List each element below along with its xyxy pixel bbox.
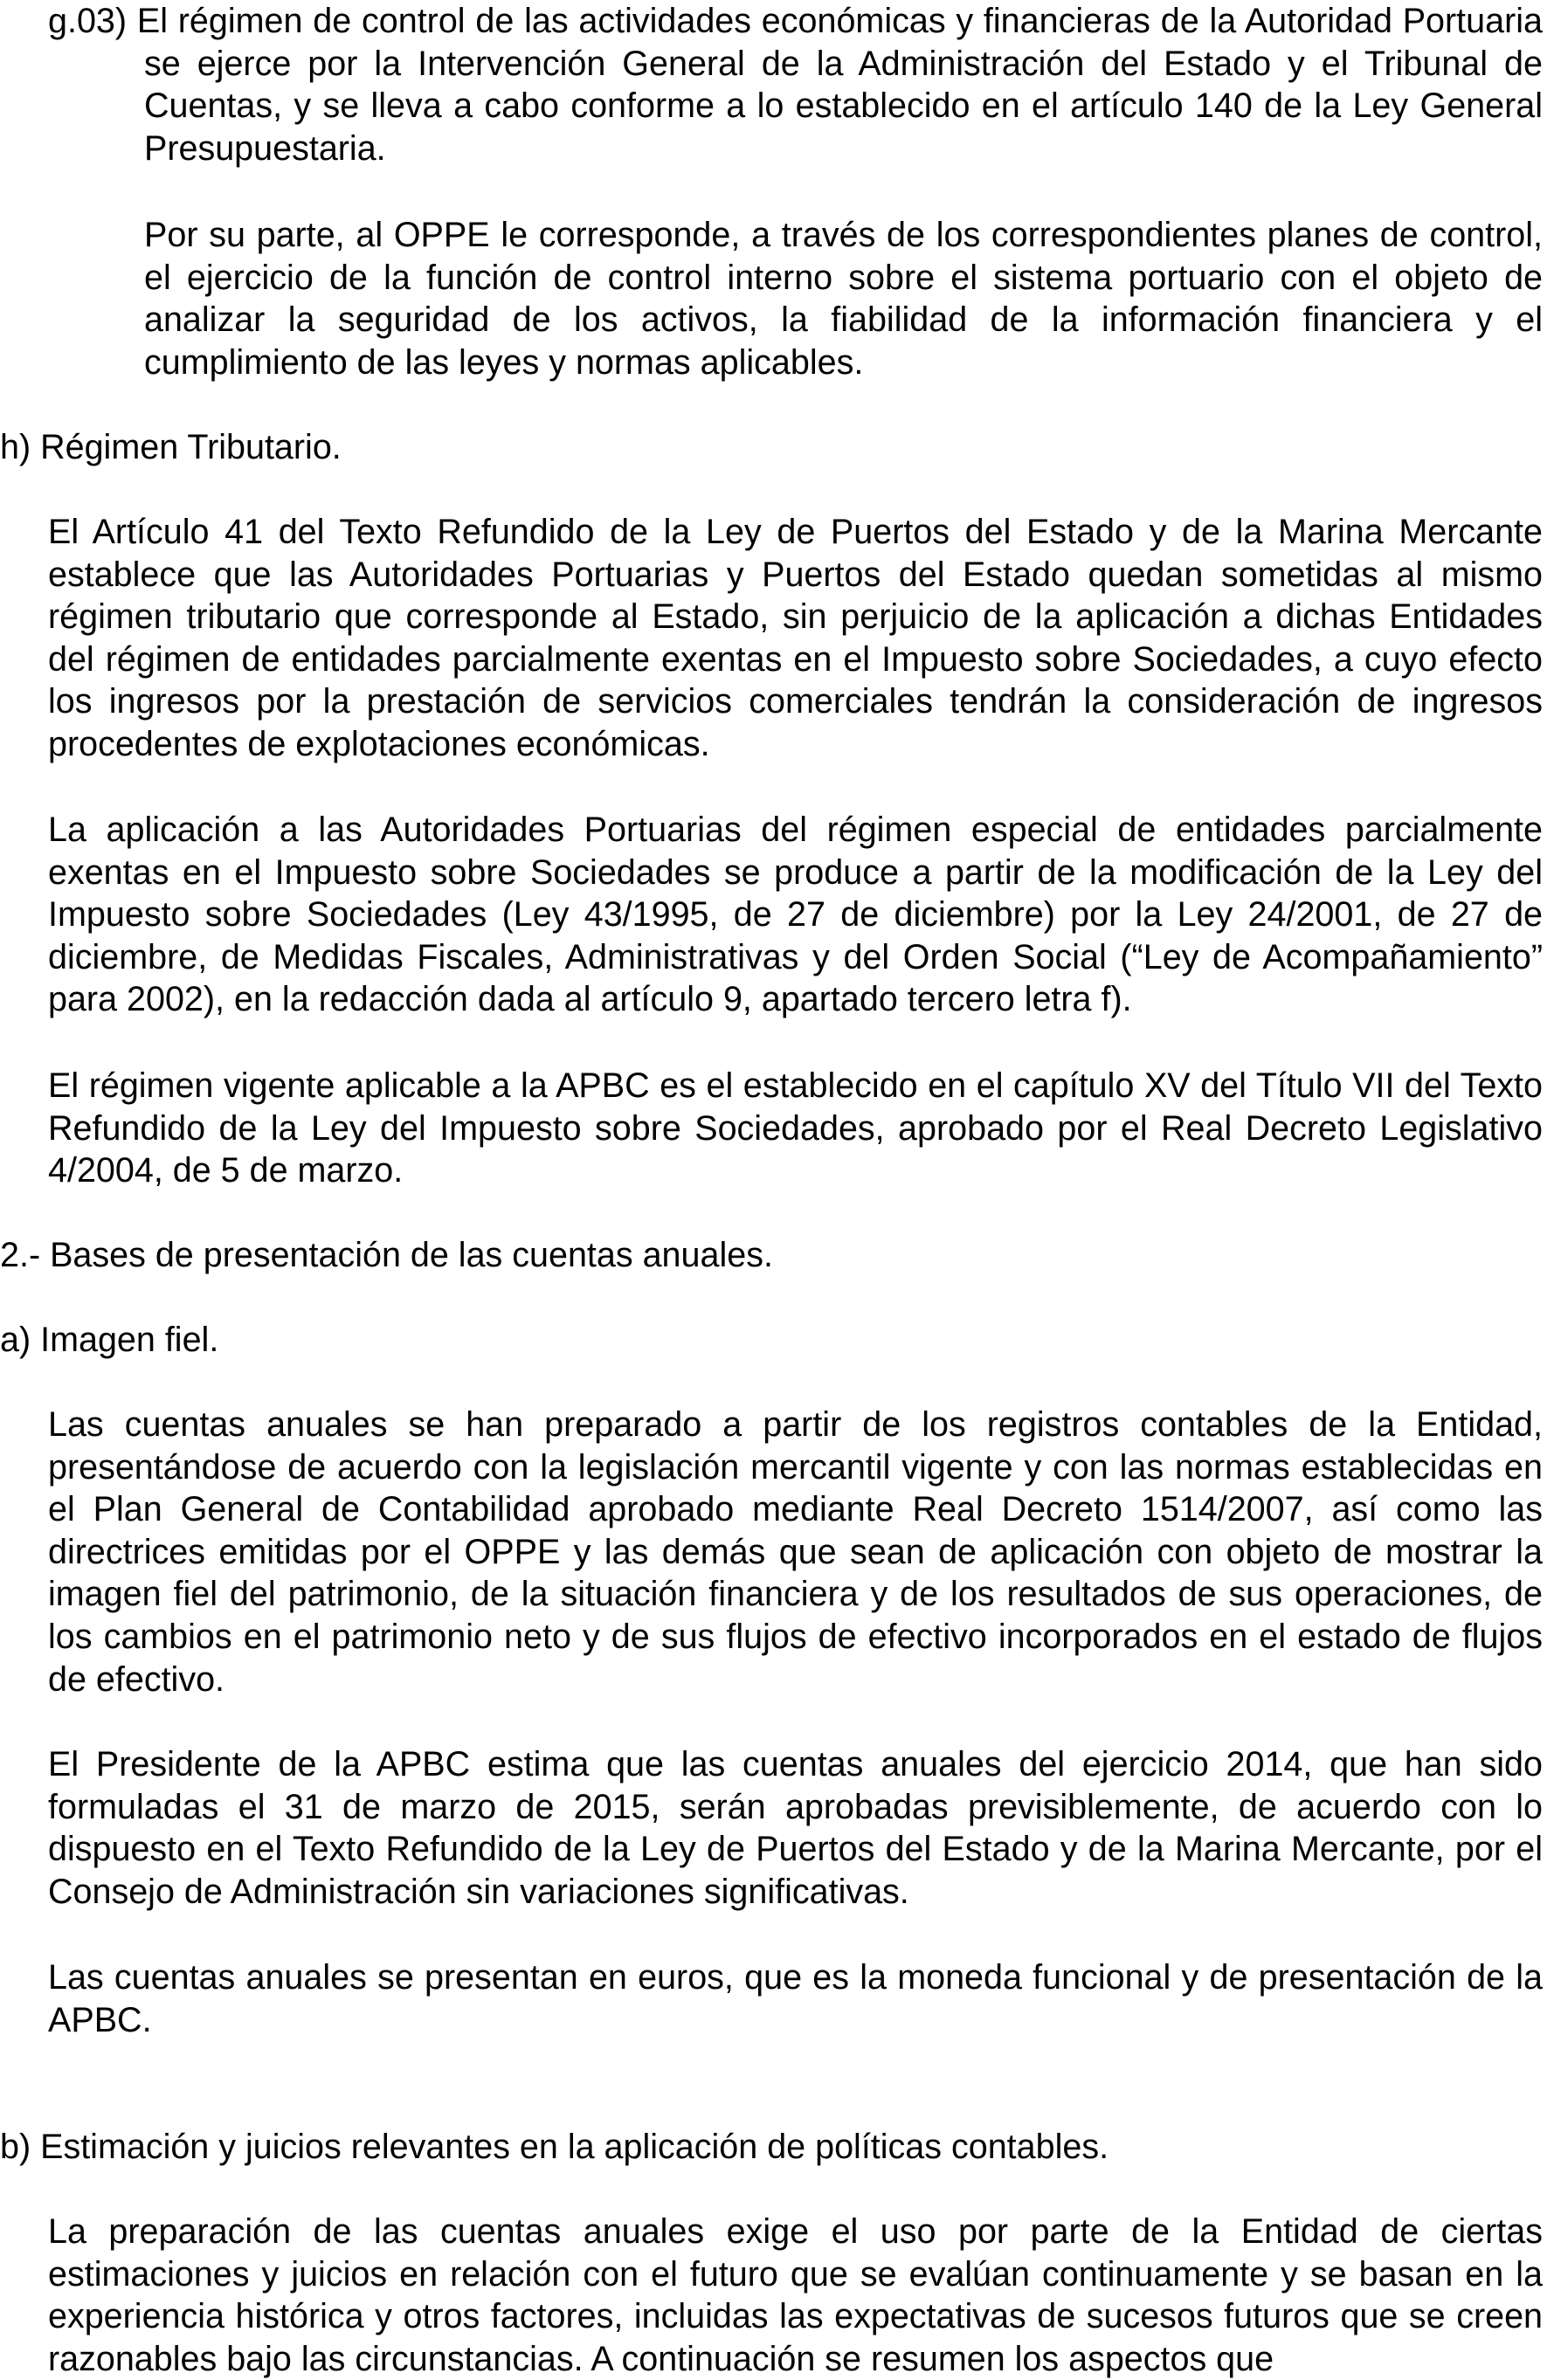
section-g03-text: El régimen de control de las actividades económicas y financieras de la Autoridad Portuaria se ejerce por la Intervención General de la Administración del Estado y el Tribunal de Cuentas, y se lleva a cabo conforme a lo establecido en el artículo 140 de la Ley General Presupuestaria. (136, 2, 1543, 168)
heading-a: a) Imagen fiel. (0, 1321, 219, 1359)
paragraph-h1: El Artículo 41 del Texto Refundido de la Ley de Puertos del Estado y de la Marina Mercante establece que las Autoridades Portuarias y Puertos del Estado quedan sometidas al mismo régimen tributario que corresponde al Estado, sin perjuicio de la aplicación a dichas Entidades del régimen de entidades parcialmente exentas en el Impuesto sobre Sociedades, a cuyo efecto los ingresos por la prestación de servicios comerciales tendrán la consideración de ingresos procedentes de explotaciones económicas. (48, 513, 1543, 763)
paragraph-b1: La preparación de las cuentas anuales exige el uso por parte de la Entidad de ciertas estimaciones y juicios en relación con el futuro que se evalúan continuamente y se basan en la experiencia histórica y otros factores, incluidas las expectativas de sucesos futuros que se creen razonables bajo las circunstancias. A continuación se resumen los aspectos que (48, 2212, 1543, 2378)
heading-2: 2.- Bases de presentación de las cuentas anuales. (0, 1236, 773, 1274)
heading-h: h) Régimen Tributario. (0, 428, 342, 466)
paragraph-a2: El Presidente de la APBC estima que las cuentas anuales del ejercicio 2014, que han sido formuladas el 31 de marzo de 2015, serán aprobadas previsiblemente, de acuerdo con lo dispuesto en el Texto Refundido de la Ley de Puertos del Estado y de la Marina Mercante, por el Consejo de Administración sin variaciones significativas. (48, 1745, 1543, 1911)
heading-b: b) Estimación y juicios relevantes en la aplicación de políticas contables. (0, 2128, 1109, 2166)
section-g03 (48, 0, 1543, 169)
section-g03-label: g.03) (48, 2, 128, 40)
paragraph-h3: El régimen vigente aplicable a la APBC es el establecido en el capítulo XV del Título VII del Texto Refundido de la Ley del Impuesto sobre Sociedades, aprobado por el Real Decreto Legislativo 4/2004, de 5 de marzo. (48, 1066, 1543, 1190)
paragraph-h2: La aplicación a las Autoridades Portuarias del régimen especial de entidades parcialmente exentas en el Impuesto sobre Sociedades se produce a partir de la modificación de la Ley del Impuesto sobre Sociedades (Ley 43/1995, de 27 de diciembre) por la Ley 24/2001, de 27 de diciembre, de Medidas Fiscales, Administrativas y del Orden Social (“Ley de Acompañamiento” para 2002), en la redacción dada al artículo 9, apartado tercero letra f). (48, 811, 1543, 1019)
paragraph-a1: Las cuentas anuales se han preparado a partir de los registros contables de la Entidad, presentándose de acuerdo con la legislación mercantil vigente y con las normas establecidas en el Plan General de Contabilidad aprobado mediante Real Decreto 1514/2007, así como las directrices emitidas por el OPPE y las demás que sean de aplicación con objeto de mostrar la imagen fiel del patrimonio, de la situación financiera y de los resultados de sus operaciones, de los cambios en el patrimonio neto y de sus flujos de efectivo incorporados en el estado de flujos de efectivo. (48, 1405, 1543, 1699)
paragraph-oppe: Por su parte, al OPPE le corresponde, a través de los correspondientes planes de control, el ejercicio de la función de control interno sobre el sistema portuario con el objeto de analizar la seguridad de los activos, la fiabilidad de la información financiera y el cumplimiento de las leyes y normas aplicables. (144, 216, 1543, 382)
paragraph-a3: Las cuentas anuales se presentan en euros, que es la moneda funcional y de presentación de la APBC. (48, 1958, 1543, 2039)
